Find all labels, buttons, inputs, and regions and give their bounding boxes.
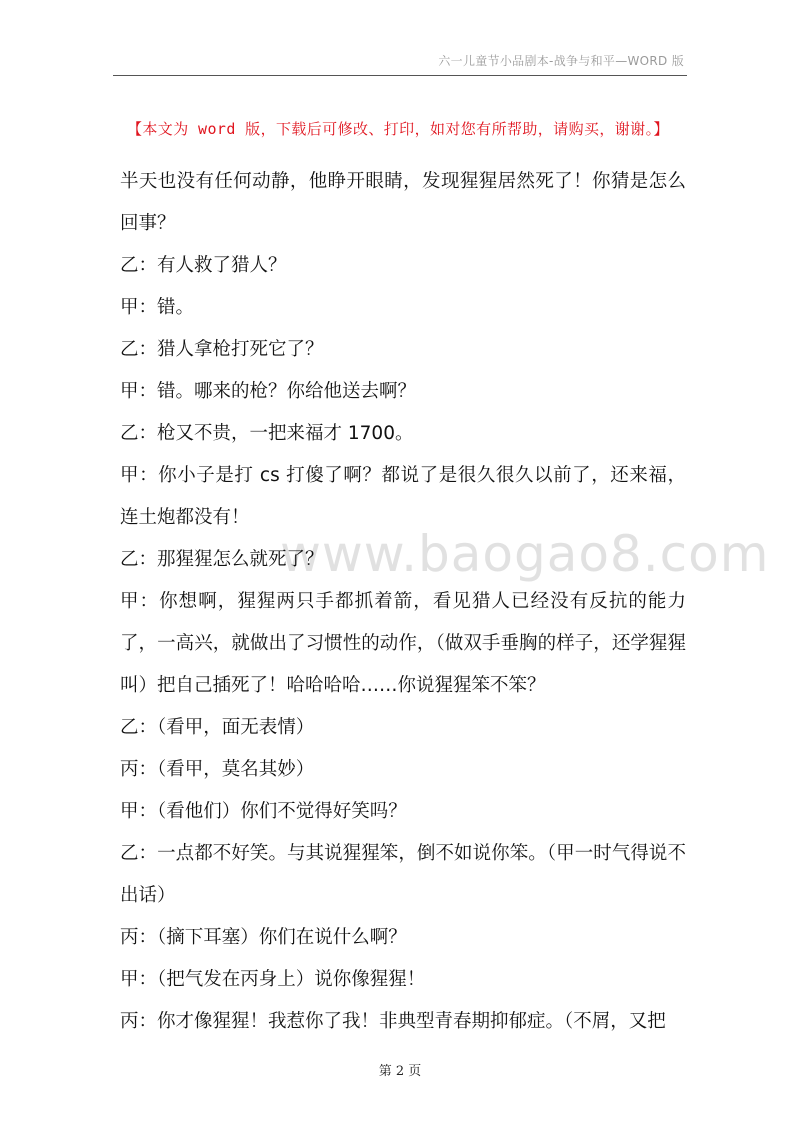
script-line: 乙：一点都不好笑。与其说猩猩笨，倒不如说你笨。（甲一时气得说不出话）: [120, 843, 686, 906]
script-line: 甲：你想啊，猩猩两只手都抓着箭，看见猎人已经没有反抗的能力了，一高兴，就做出了习惯性的动作，（做双手垂胸的样子，还学猩猩叫）把自己插死了！哈哈哈哈……你说猩猩笨不笨？: [120, 591, 686, 696]
script-line: 甲：错。: [120, 297, 195, 318]
script-line: 乙：有人救了猎人？: [120, 255, 287, 276]
script-line: 丙：你才像猩猩！我惹你了我！非典型青春期抑郁症。（不屑，又把: [120, 1011, 666, 1032]
script-line: 半天也没有任何动静，他睁开眼睛，发现猩猩居然死了！你猜是怎么回事？: [120, 171, 686, 234]
download-notice: 【本文为 word 版，下载后可修改、打印，如对您有所帮助，请购买，谢谢。】: [127, 120, 669, 138]
page-number: 第 2 页: [378, 1064, 422, 1079]
script-line: 甲：错。哪来的枪？你给他送去啊？: [120, 381, 417, 402]
header-divider: [113, 75, 687, 76]
script-line: 丙：（看甲，莫名其妙）: [120, 759, 315, 780]
watermark: www.baogao8.com: [280, 525, 770, 583]
script-line: 乙：猎人拿枪打死它了？: [120, 339, 324, 360]
script-line: 乙：（看甲，面无表情）: [120, 717, 315, 738]
script-line: 甲：（把气发在丙身上）说你像猩猩！: [120, 969, 426, 990]
script-line: 乙：那猩猩怎么就死了？: [120, 549, 324, 570]
script-line: 丙：（摘下耳塞）你们在说什么啊？: [120, 927, 407, 948]
script-body: [120, 161, 686, 1043]
script-line: 乙：枪又不贵，一把来福才 1700。: [120, 423, 414, 444]
script-line: 甲：你小子是打 cs 打傻了啊？都说了是很久很久以前了，还来福，连土炮都没有！: [120, 465, 686, 528]
page-header-title: 六一儿童节小品剧本-战争与和平—WORD 版: [438, 54, 684, 68]
script-line: 甲：（看他们）你们不觉得好笑吗？: [120, 801, 407, 822]
